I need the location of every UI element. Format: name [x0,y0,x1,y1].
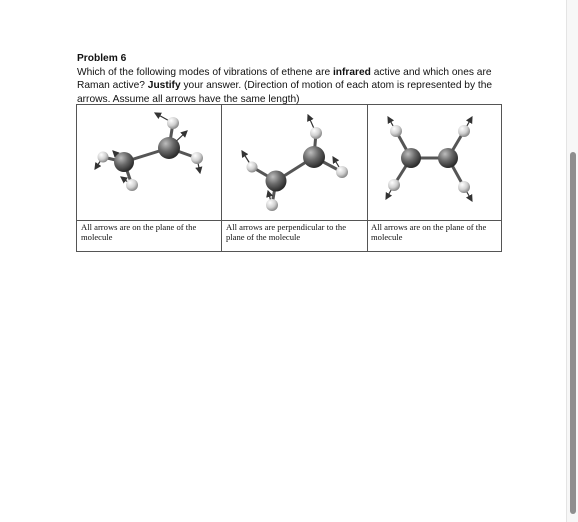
problem-bold-infrared: infrared [332,66,371,78]
problem-bold-justify: Justify [147,80,181,91]
ethene-mode-2-image [222,105,367,220]
vibration-modes-table [76,104,502,252]
ethene-mode-1-image [77,105,221,220]
problem-text-2: active and which ones are Raman active? [77,66,492,91]
problem-text-1: Which of the following modes of vibrations of ethene are [77,66,333,78]
problem-text-3: your answer. (Direction of motion of each atom is represented by the arrows. Assume all arrows have the same length) [77,80,493,105]
vertical-scrollbar[interactable] [566,0,578,522]
mode-1-caption: All arrows are on the plane of the molecule [81,222,197,242]
scrollbar-thumb[interactable] [570,152,576,514]
problem-statement [77,52,502,106]
problem-text [77,66,502,107]
mode-3-caption: All arrows are on the plane of the molecule [371,222,487,242]
ethene-mode-3-image [368,105,501,220]
table-divider [77,220,501,221]
mode-2-caption: All arrows are perpendicular to the plane of the molecule [226,222,347,242]
problem-title: Problem 6 [77,53,127,64]
